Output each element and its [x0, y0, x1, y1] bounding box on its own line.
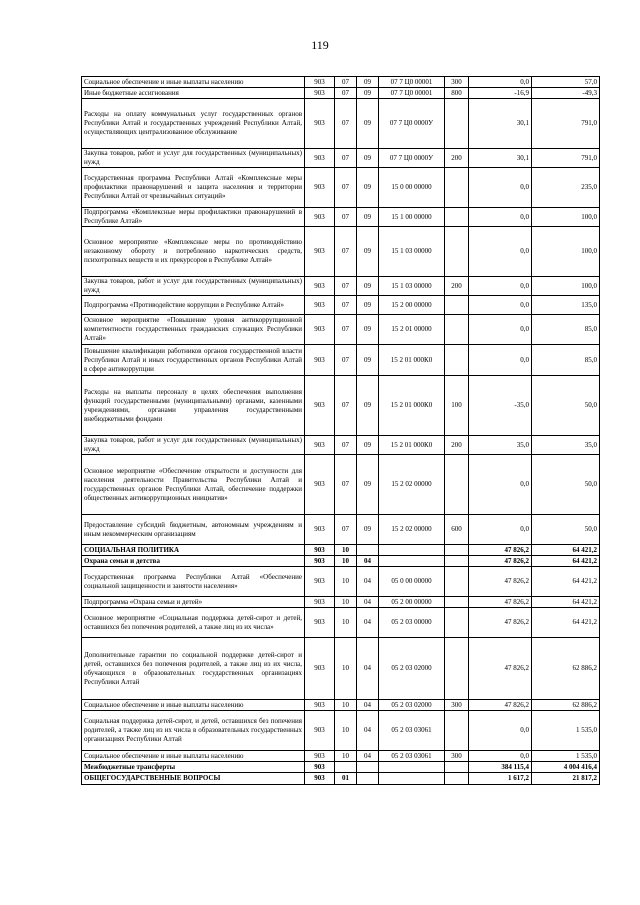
- cell-section: 10: [335, 700, 357, 711]
- cell-v2019: 0,0: [469, 208, 532, 227]
- cell-subsection: [357, 762, 379, 773]
- cell-v2019: 47 826,2: [469, 556, 532, 567]
- cell-section: 07: [335, 208, 357, 227]
- cell-target: 15 2 01 00000: [379, 315, 445, 345]
- cell-type: [445, 296, 469, 315]
- cell-v2019: 30,1: [469, 149, 532, 168]
- cell-section: [335, 762, 357, 773]
- cell-type: [445, 227, 469, 277]
- table-row: [82, 315, 600, 345]
- cell-target: 07 7 Ц0 0000У: [379, 99, 445, 149]
- cell-type: [445, 208, 469, 227]
- cell-ministry: 903: [305, 711, 335, 751]
- cell-subsection: 09: [357, 315, 379, 345]
- cell-type: [445, 455, 469, 515]
- cell-ministry: 903: [305, 168, 335, 208]
- cell-name: Основное мероприятие «Комплексные меры по противодействию незаконному обороту и потреблению наркотических средств, психотропных веществ и их прекурсоров в Республике Алтай»: [82, 227, 305, 277]
- cell-target: 05 2 03 00000: [379, 608, 445, 638]
- cell-type: 100: [445, 376, 469, 436]
- cell-target: [379, 762, 445, 773]
- table-row: [82, 208, 600, 227]
- cell-section: 07: [335, 99, 357, 149]
- cell-subsection: 09: [357, 168, 379, 208]
- cell-type: [445, 773, 469, 785]
- cell-ministry: 903: [305, 88, 335, 99]
- cell-section: 07: [335, 436, 357, 455]
- table-row: [82, 567, 600, 597]
- cell-v2020: 1 535,0: [532, 751, 600, 762]
- table-row: [82, 597, 600, 608]
- cell-v2020: 1 535,0: [532, 711, 600, 751]
- cell-v2019: 0,0: [469, 168, 532, 208]
- cell-v2019: 0,0: [469, 315, 532, 345]
- cell-ministry: 903: [305, 77, 335, 88]
- cell-section: 07: [335, 376, 357, 436]
- cell-v2019: 0,0: [469, 277, 532, 296]
- cell-v2020: 62 886,2: [532, 700, 600, 711]
- cell-v2020: 100,0: [532, 277, 600, 296]
- cell-type: [445, 567, 469, 597]
- cell-ministry: 903: [305, 545, 335, 556]
- cell-v2020: 4 004 416,4: [532, 762, 600, 773]
- cell-target: 05 2 03 03061: [379, 751, 445, 762]
- cell-target: 15 1 00 00000: [379, 208, 445, 227]
- cell-name: Подпрограмма «Комплексные меры профилактики правонарушений в Республике Алтай»: [82, 208, 305, 227]
- table-row: [82, 436, 600, 455]
- cell-subsection: 04: [357, 711, 379, 751]
- cell-target: 05 2 00 00000: [379, 597, 445, 608]
- cell-type: 300: [445, 77, 469, 88]
- table-row: [82, 700, 600, 711]
- table-row: [82, 762, 600, 773]
- cell-v2020: 64 421,2: [532, 597, 600, 608]
- cell-type: 200: [445, 277, 469, 296]
- cell-ministry: 903: [305, 751, 335, 762]
- cell-section: 10: [335, 638, 357, 700]
- cell-section: 07: [335, 455, 357, 515]
- cell-name: Подпрограмма «Охрана семьи и детей»: [82, 597, 305, 608]
- cell-section: 10: [335, 567, 357, 597]
- cell-v2020: 64 421,2: [532, 567, 600, 597]
- cell-type: 300: [445, 751, 469, 762]
- cell-ministry: 903: [305, 149, 335, 168]
- cell-subsection: 09: [357, 77, 379, 88]
- cell-v2020: 85,0: [532, 345, 600, 376]
- cell-v2019: 0,0: [469, 455, 532, 515]
- table-row: [82, 99, 600, 149]
- cell-name: Повышение квалификации работников органов государственной власти Республики Алтай и иных государственных органов Республики Алтай в сфере антикоррупции: [82, 345, 305, 376]
- cell-ministry: 903: [305, 376, 335, 436]
- cell-name: Закупка товаров, работ и услуг для государственных (муниципальных) нужд: [82, 149, 305, 168]
- cell-ministry: 903: [305, 773, 335, 785]
- cell-name: Расходы на выплаты персоналу в целях обеспечения выполнения функций государственными (муниципальными) органами, казенными учреждениями, органами управления государственными внебюджетными фондами: [82, 376, 305, 436]
- cell-name: Социальное обеспечение и иные выплаты населению: [82, 77, 305, 88]
- cell-ministry: 903: [305, 99, 335, 149]
- cell-ministry: 903: [305, 208, 335, 227]
- cell-v2020: 64 421,2: [532, 608, 600, 638]
- cell-ministry: 903: [305, 597, 335, 608]
- cell-name: Закупка товаров, работ и услуг для государственных (муниципальных) нужд: [82, 436, 305, 455]
- table-row: [82, 277, 600, 296]
- cell-subsection: 09: [357, 208, 379, 227]
- cell-v2019: 47 826,2: [469, 567, 532, 597]
- cell-type: 800: [445, 88, 469, 99]
- cell-name: Государственная программа Республики Алтай «Комплексные меры профилактики правонарушений и защита населения и территории Республики Алтай от чрезвычайных ситуаций»: [82, 168, 305, 208]
- cell-v2020: 85,0: [532, 315, 600, 345]
- cell-ministry: 903: [305, 567, 335, 597]
- cell-ministry: 903: [305, 436, 335, 455]
- cell-section: 01: [335, 773, 357, 785]
- cell-target: 07 7 Ц0 00001: [379, 88, 445, 99]
- cell-section: 07: [335, 227, 357, 277]
- cell-name: СОЦИАЛЬНАЯ ПОЛИТИКА: [82, 545, 305, 556]
- cell-type: [445, 638, 469, 700]
- cell-v2020: 50,0: [532, 376, 600, 436]
- cell-v2019: 0,0: [469, 515, 532, 545]
- cell-section: 07: [335, 77, 357, 88]
- cell-name: Основное мероприятие «Обеспечение открытости и доступности для населения деятельности Правительства Республики Алтай и государственных органов Республики Алтай, обеспечение поддержки общественных антикоррупционных инициатив»: [82, 455, 305, 515]
- cell-name: Расходы на оплату коммунальных услуг государственных органов Республики Алтай и государственных учреждений Республики Алтай, осуществляющих централизованное обслуживание: [82, 99, 305, 149]
- cell-v2020: 100,0: [532, 227, 600, 277]
- cell-subsection: 09: [357, 277, 379, 296]
- cell-subsection: 04: [357, 556, 379, 567]
- cell-name: Иные бюджетные ассигнования: [82, 88, 305, 99]
- cell-name: Охрана семьи и детства: [82, 556, 305, 567]
- table-row: [82, 515, 600, 545]
- cell-name: Подпрограмма «Противодействие коррупции в Республике Алтай»: [82, 296, 305, 315]
- cell-subsection: 09: [357, 296, 379, 315]
- cell-name: Социальная поддержка детей-сирот, и детей, оставшихся без попечения родителей, а также лиц из их числа в образовательных государственных организациях Республики Алтай: [82, 711, 305, 751]
- cell-name: Предоставление субсидий бюджетным, автономным учреждениям и иным некоммерческим организациям: [82, 515, 305, 545]
- cell-type: 300: [445, 700, 469, 711]
- cell-subsection: 09: [357, 455, 379, 515]
- cell-section: 10: [335, 545, 357, 556]
- cell-v2020: 50,0: [532, 455, 600, 515]
- cell-name: Основное мероприятие «Социальная поддержка детей-сирот и детей, оставшихся без попечения родителей, а также лиц из их числа»: [82, 608, 305, 638]
- cell-section: 07: [335, 149, 357, 168]
- cell-v2020: 64 421,2: [532, 545, 600, 556]
- table-row: [82, 455, 600, 515]
- cell-type: 200: [445, 149, 469, 168]
- cell-v2020: 50,0: [532, 515, 600, 545]
- table-row: [82, 751, 600, 762]
- cell-ministry: 903: [305, 762, 335, 773]
- cell-type: 200: [445, 436, 469, 455]
- cell-v2020: 21 817,2: [532, 773, 600, 785]
- page-number: 119: [311, 38, 329, 52]
- cell-subsection: 04: [357, 700, 379, 711]
- cell-name: Основное мероприятие «Повышение уровня антикоррупционной компетентности государственных гражданских служащих Республики Алтай»: [82, 315, 305, 345]
- cell-v2020: 235,0: [532, 168, 600, 208]
- cell-subsection: 09: [357, 227, 379, 277]
- cell-v2019: 47 826,2: [469, 638, 532, 700]
- cell-ministry: 903: [305, 638, 335, 700]
- cell-ministry: 903: [305, 227, 335, 277]
- cell-v2019: 0,0: [469, 77, 532, 88]
- table-row: [82, 88, 600, 99]
- table-row: [82, 345, 600, 376]
- cell-name: Социальное обеспечение и иные выплаты населению: [82, 751, 305, 762]
- cell-v2019: 384 115,4: [469, 762, 532, 773]
- cell-subsection: 09: [357, 436, 379, 455]
- cell-type: [445, 168, 469, 208]
- cell-v2020: 35,0: [532, 436, 600, 455]
- cell-ministry: 903: [305, 277, 335, 296]
- cell-v2019: 0,0: [469, 227, 532, 277]
- table-row: [82, 711, 600, 751]
- cell-v2019: 0,0: [469, 711, 532, 751]
- cell-section: 10: [335, 556, 357, 567]
- cell-v2020: 62 886,2: [532, 638, 600, 700]
- cell-ministry: 903: [305, 455, 335, 515]
- cell-v2019: -16,9: [469, 88, 532, 99]
- cell-v2019: 47 826,2: [469, 545, 532, 556]
- cell-subsection: 09: [357, 149, 379, 168]
- table-row: [82, 773, 600, 785]
- cell-target: 07 7 Ц0 00001: [379, 77, 445, 88]
- cell-subsection: 09: [357, 88, 379, 99]
- table-row: [82, 227, 600, 277]
- cell-target: 05 0 00 00000: [379, 567, 445, 597]
- cell-type: 600: [445, 515, 469, 545]
- cell-ministry: 903: [305, 700, 335, 711]
- table-row: [82, 77, 600, 88]
- budget-table: [81, 76, 600, 785]
- cell-subsection: 04: [357, 638, 379, 700]
- cell-type: [445, 608, 469, 638]
- cell-target: 15 2 01 000К0: [379, 376, 445, 436]
- cell-name: Межбюджетные трансферты: [82, 762, 305, 773]
- table-row: [82, 638, 600, 700]
- cell-section: 10: [335, 597, 357, 608]
- cell-v2019: -35,0: [469, 376, 532, 436]
- cell-section: 07: [335, 168, 357, 208]
- cell-subsection: [357, 545, 379, 556]
- cell-subsection: 09: [357, 99, 379, 149]
- cell-v2019: 47 826,2: [469, 608, 532, 638]
- table-row: [82, 149, 600, 168]
- cell-subsection: 04: [357, 597, 379, 608]
- table-row: [82, 556, 600, 567]
- cell-subsection: 04: [357, 608, 379, 638]
- cell-target: [379, 556, 445, 567]
- cell-v2019: 1 617,2: [469, 773, 532, 785]
- cell-ministry: 903: [305, 608, 335, 638]
- cell-target: [379, 773, 445, 785]
- cell-target: 15 2 01 000К0: [379, 436, 445, 455]
- cell-subsection: 09: [357, 345, 379, 376]
- cell-target: 15 2 02 00000: [379, 455, 445, 515]
- cell-section: 07: [335, 296, 357, 315]
- cell-section: 10: [335, 711, 357, 751]
- cell-name: Социальное обеспечение и иные выплаты населению: [82, 700, 305, 711]
- cell-target: 15 0 00 00000: [379, 168, 445, 208]
- cell-v2019: 35,0: [469, 436, 532, 455]
- cell-target: [379, 545, 445, 556]
- cell-section: 07: [335, 88, 357, 99]
- cell-target: 05 2 03 03061: [379, 711, 445, 751]
- cell-v2020: 64 421,2: [532, 556, 600, 567]
- cell-type: [445, 315, 469, 345]
- cell-name: Дополнительные гарантии по социальной поддержке детей-сирот и детей, оставшихся без попечения родителей, а также лиц из их числа, обучающихся в образовательных государственных организациях Республики Алтай: [82, 638, 305, 700]
- cell-v2020: 791,0: [532, 149, 600, 168]
- cell-subsection: 09: [357, 376, 379, 436]
- cell-subsection: 09: [357, 515, 379, 545]
- cell-target: 05 2 03 02000: [379, 700, 445, 711]
- table-row: [82, 376, 600, 436]
- cell-name: Государственная программа Республики Алтай «Обеспечение социальной защищенности и занятости населения»: [82, 567, 305, 597]
- cell-subsection: 04: [357, 751, 379, 762]
- cell-target: 15 2 01 000К0: [379, 345, 445, 376]
- cell-v2020: 100,0: [532, 208, 600, 227]
- cell-v2020: -49,3: [532, 88, 600, 99]
- cell-target: 05 2 03 02000: [379, 638, 445, 700]
- cell-name: Закупка товаров, работ и услуг для государственных (муниципальных) нужд: [82, 277, 305, 296]
- cell-section: 10: [335, 751, 357, 762]
- cell-type: [445, 556, 469, 567]
- cell-name: ОБЩЕГОСУДАРСТВЕННЫЕ ВОПРОСЫ: [82, 773, 305, 785]
- table-row: [82, 168, 600, 208]
- cell-section: 07: [335, 515, 357, 545]
- cell-ministry: 903: [305, 345, 335, 376]
- cell-target: 15 2 00 00000: [379, 296, 445, 315]
- cell-v2019: 0,0: [469, 296, 532, 315]
- cell-subsection: [357, 773, 379, 785]
- cell-type: [445, 762, 469, 773]
- cell-type: [445, 597, 469, 608]
- cell-target: 15 1 03 00000: [379, 227, 445, 277]
- cell-ministry: 903: [305, 556, 335, 567]
- table-row: [82, 296, 600, 315]
- cell-section: 07: [335, 345, 357, 376]
- cell-ministry: 903: [305, 315, 335, 345]
- cell-section: 10: [335, 608, 357, 638]
- table-row: [82, 608, 600, 638]
- cell-v2019: 47 826,2: [469, 597, 532, 608]
- cell-type: [445, 711, 469, 751]
- cell-v2020: 791,0: [532, 99, 600, 149]
- table-row: [82, 545, 600, 556]
- cell-v2019: 0,0: [469, 345, 532, 376]
- cell-ministry: 903: [305, 296, 335, 315]
- cell-type: [445, 345, 469, 376]
- cell-v2019: 0,0: [469, 751, 532, 762]
- cell-v2019: 30,1: [469, 99, 532, 149]
- cell-target: 15 2 02 00000: [379, 515, 445, 545]
- cell-ministry: 903: [305, 515, 335, 545]
- cell-section: 07: [335, 277, 357, 296]
- cell-section: 07: [335, 315, 357, 345]
- cell-target: 15 1 03 00000: [379, 277, 445, 296]
- cell-type: [445, 545, 469, 556]
- cell-type: [445, 99, 469, 149]
- cell-v2020: 135,0: [532, 296, 600, 315]
- cell-target: 07 7 Ц0 0000У: [379, 149, 445, 168]
- cell-v2020: 57,0: [532, 77, 600, 88]
- cell-v2019: 47 826,2: [469, 700, 532, 711]
- cell-subsection: 04: [357, 567, 379, 597]
